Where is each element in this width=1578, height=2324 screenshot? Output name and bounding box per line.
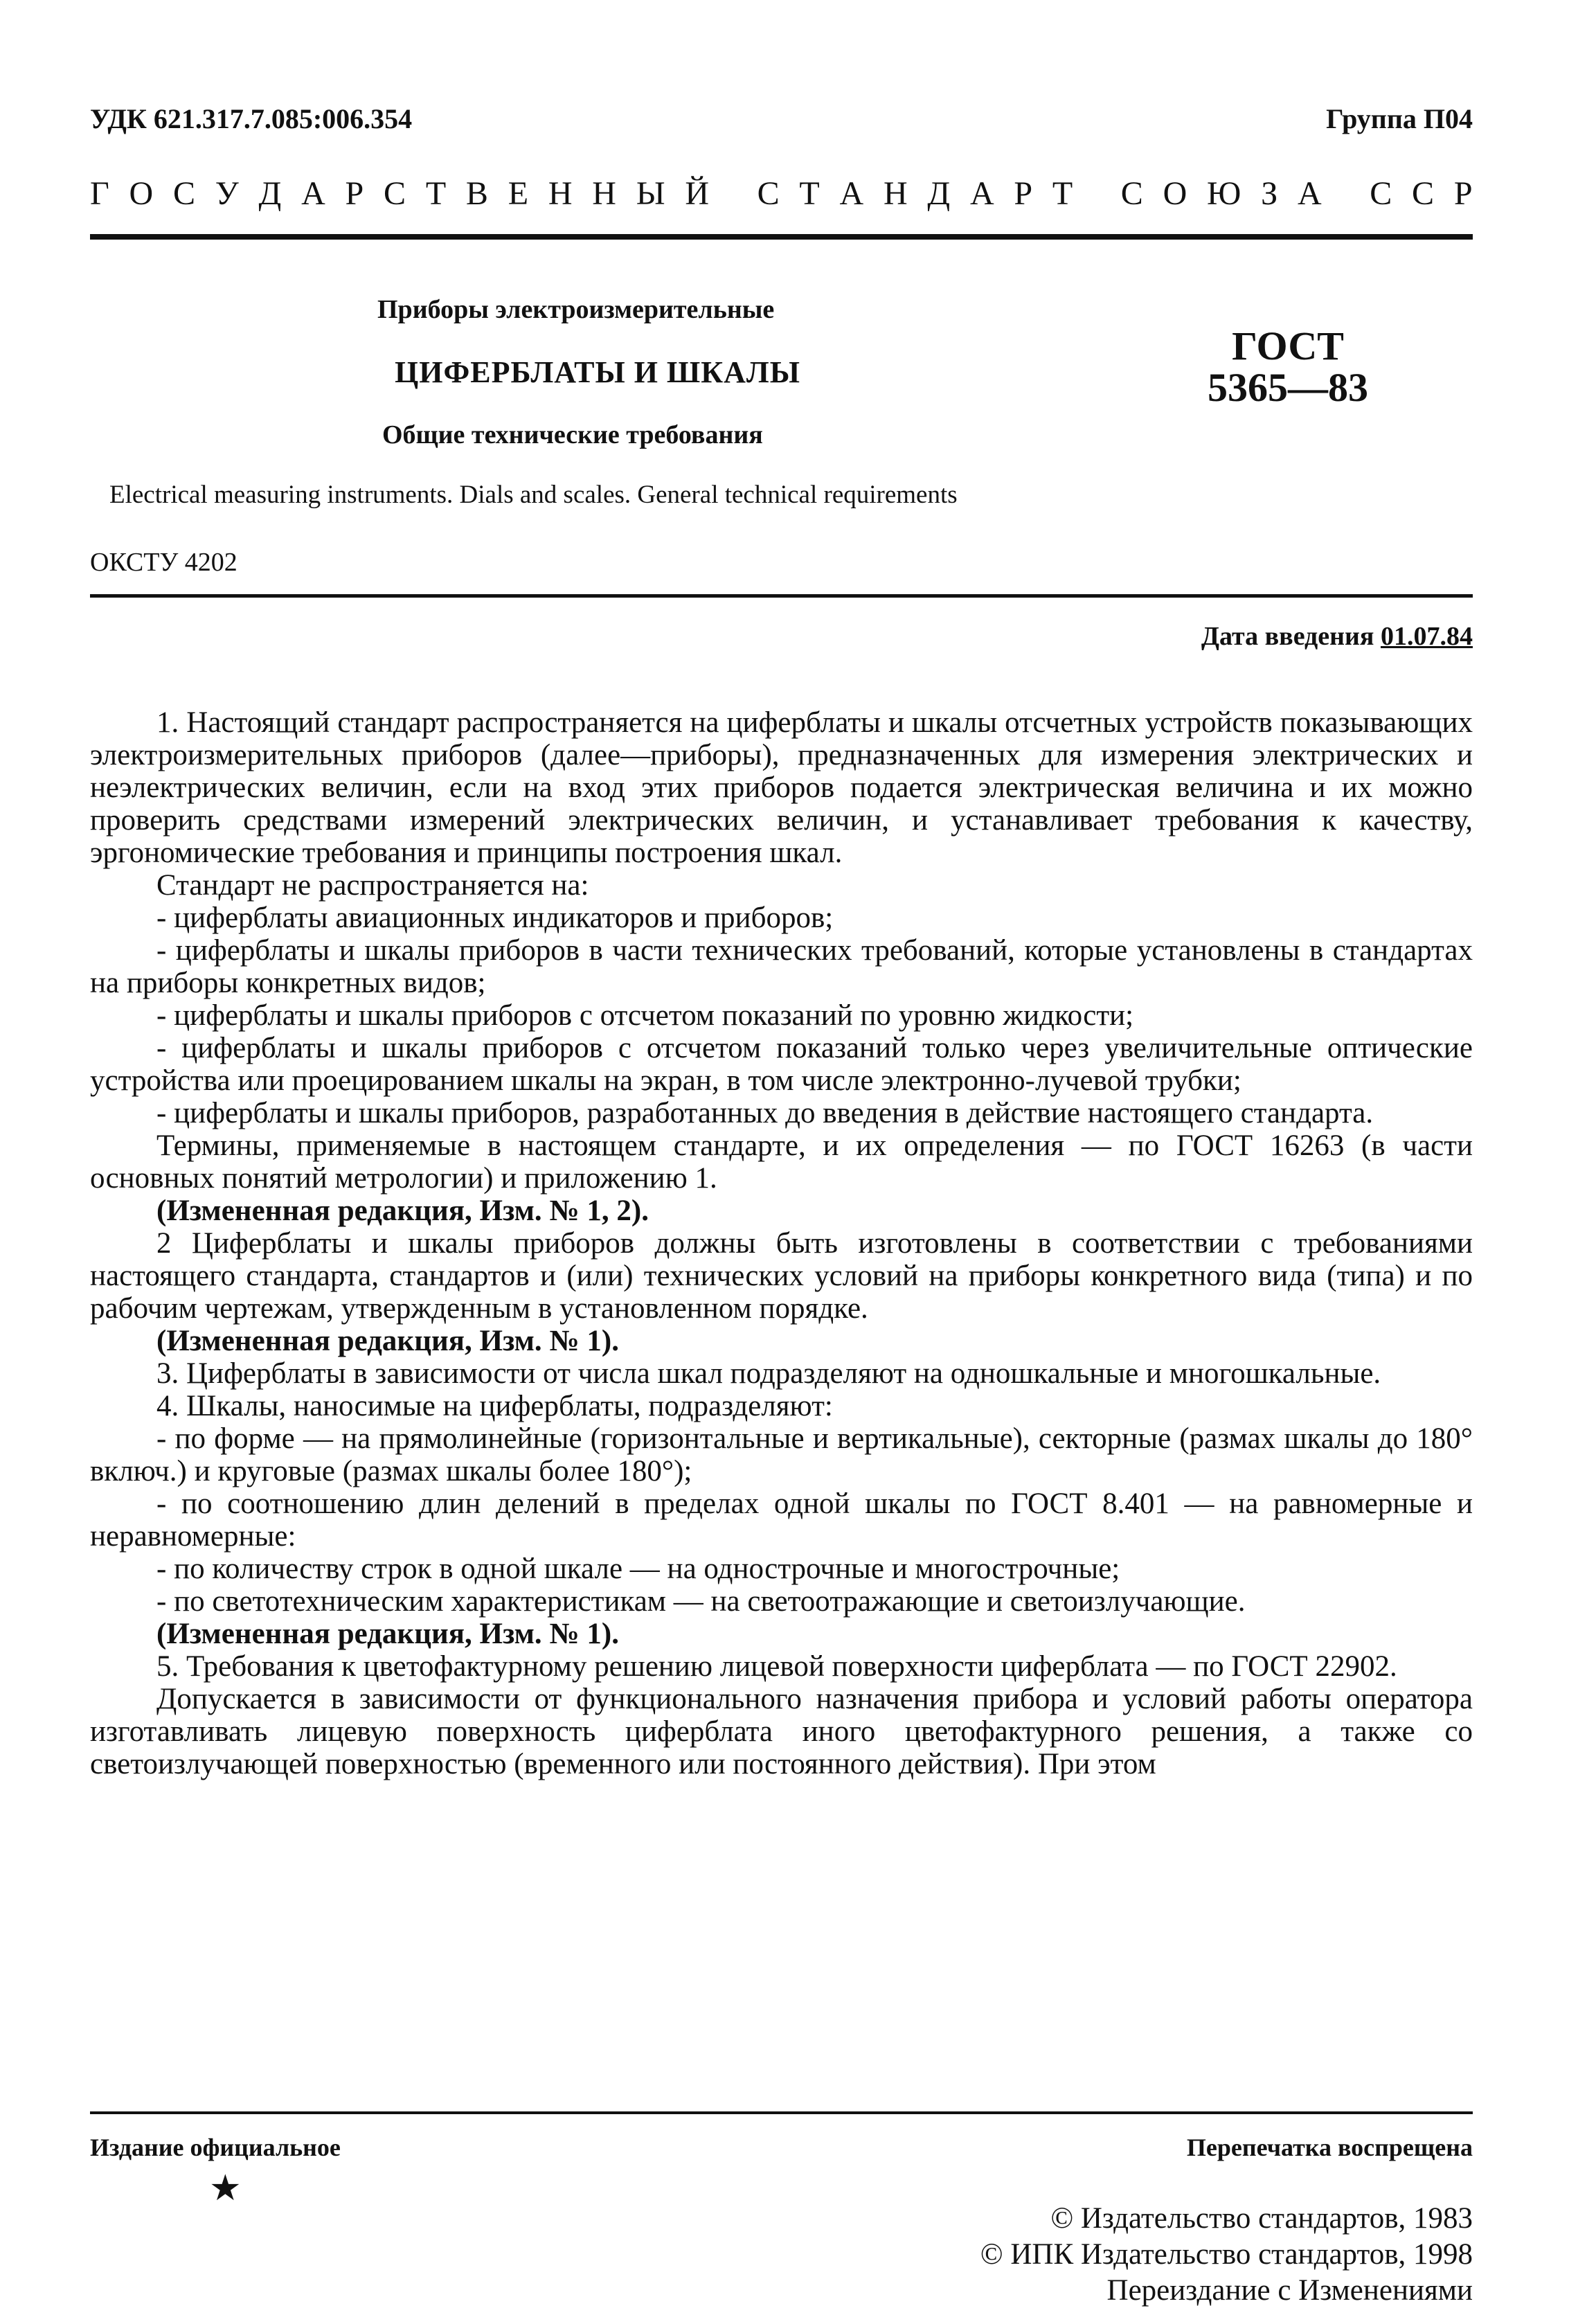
heading-letter: С xyxy=(1120,175,1143,212)
heading-letter: Т xyxy=(425,175,447,212)
list-item: - циферблаты и шкалы приборов, разработанных до введения в действие настоящего стандарта. xyxy=(156,1097,1374,1129)
star-icon: ★ xyxy=(209,2169,242,2208)
list-item: - циферблаты авиационных индикаторов и приборов; xyxy=(156,902,834,934)
amendment-note: (Измененная редакция, Изм. № 1, 2). xyxy=(156,1195,649,1227)
heading-letter: Р xyxy=(345,175,364,212)
heading-letter: Р xyxy=(1014,175,1033,212)
list-item: - циферблаты и шкалы приборов с отсчетом показаний по уровню жидкости; xyxy=(156,999,1134,1032)
gost-label: ГОСТ xyxy=(1232,323,1344,368)
paragraph: Допускается в зависимости от функционального назначения прибора и условий работы оператора изготавливать лицевую поверхность циферблата иного цветофактурного решения, а также со светоизлучающей поверхностью (временного или постоянного действия). При этом xyxy=(90,1683,1473,1780)
heading-letter: Т xyxy=(1052,175,1073,212)
heading-letter: С xyxy=(384,175,406,212)
heading-letter: Г xyxy=(90,175,109,212)
list-item: - по соотношению длин делений в пределах одной шкалы по ГОСТ 8.401 — на равномерные и неравномерные: xyxy=(90,1487,1473,1553)
heading-letter: С xyxy=(172,175,195,212)
list-item: - по форме — на прямолинейные (горизонтальные и вертикальные), секторные (размах шкалы до 180° включ.) и круговые (размах шкалы более 180°); xyxy=(90,1422,1473,1487)
heading-letter: Е xyxy=(508,175,529,212)
amendment-note: (Измененная редакция, Изм. № 1). xyxy=(156,1325,619,1357)
footer-rule xyxy=(90,2111,1473,2114)
heading-letter: Н xyxy=(592,175,616,212)
heading-letter: У xyxy=(215,175,239,212)
introduction-date-value: 01.07.84 xyxy=(1381,622,1473,651)
paragraph: Стандарт не распространяется на: xyxy=(156,869,589,902)
group-code: Группа П04 xyxy=(1326,103,1473,134)
heading-letter: А xyxy=(1297,175,1322,212)
heading-gap xyxy=(1093,175,1101,213)
heading-letter: С xyxy=(1412,175,1435,212)
paragraph: 5. Требования к цветофактурному решению лицевой поверхности циферблата — по ГОСТ 22902. xyxy=(156,1650,1397,1683)
paragraph: 2 Циферблаты и шкалы приборов должны быть изготовлены в соответствии с требованиями настоящего стандарта, стандартов и (или) технических условий на приборы конкретного вида (типа) и по рабочим чертежам, утвержденным в установленном порядке. xyxy=(90,1227,1473,1325)
introduction-date-label: Дата введения xyxy=(1201,622,1381,651)
heading-letter: С xyxy=(757,175,780,212)
reissue-note: Переиздание с Изменениями xyxy=(1106,2274,1473,2307)
copyright-line: © Издательство стандартов, 1983 xyxy=(1050,2202,1473,2235)
heading-letter: Й xyxy=(685,175,710,212)
okstu-code: ОКСТУ 4202 xyxy=(90,548,237,577)
document-subtitle: Общие технические требования xyxy=(382,420,763,449)
reprint-prohibited: Перепечатка воспрещена xyxy=(1186,2134,1473,2161)
heading-letter: А xyxy=(969,175,994,212)
paragraph: 4. Шкалы, наносимые на циферблаты, подразделяют: xyxy=(156,1390,833,1422)
heading-letter: Д xyxy=(927,175,951,212)
english-title: Electrical measuring instruments. Dials and scales. General technical requirements xyxy=(109,481,958,509)
heading-letter: Ы xyxy=(636,175,665,212)
category-title: Приборы электроизмерительные xyxy=(377,295,775,324)
heading-letter: Д xyxy=(258,175,282,212)
heading-letter: О xyxy=(129,175,154,212)
header-rule xyxy=(90,234,1473,240)
list-item: - по количеству строк в одной шкале — на однострочные и многострочные; xyxy=(156,1553,1120,1585)
state-standard-heading xyxy=(90,175,1473,213)
heading-letter: Р xyxy=(1453,175,1473,212)
document-body xyxy=(90,706,1473,1780)
heading-letter: Н xyxy=(548,175,573,212)
heading-letter: З xyxy=(1261,175,1278,212)
gost-designation xyxy=(1205,325,1371,409)
copyright-block xyxy=(980,2201,1473,2309)
heading-letter: Н xyxy=(883,175,908,212)
paragraph: 1. Настоящий стандарт распространяется на циферблаты и шкалы отсчетных устройств показывающих электроизмерительных приборов (далее—приборы), предназначенных для измерения электрических и неэлектрических величин, если на вход этих приборов подается электрическая величина и их можно проверить средствами измерений электрических величин, и устанавливает требования к качеству, эргономические требования и принципы построения шкал. xyxy=(90,706,1473,869)
list-item: - циферблаты и шкалы приборов с отсчетом показаний только через увеличительные оптические устройства или проецированием шкалы на экран, в том числе электронно-лучевой трубки; xyxy=(90,1032,1473,1097)
heading-letter: А xyxy=(839,175,864,212)
section-rule xyxy=(90,594,1473,598)
amendment-note: (Измененная редакция, Изм. № 1). xyxy=(156,1618,619,1650)
copyright-line: © ИПК Издательство стандартов, 1998 xyxy=(980,2238,1473,2271)
heading-letter: О xyxy=(1163,175,1187,212)
heading-gap xyxy=(729,175,737,213)
heading-letter: С xyxy=(1370,175,1392,212)
gost-number: 5365—83 xyxy=(1208,365,1368,410)
paragraph: Термины, применяемые в настоящем стандарте, и их определения — по ГОСТ 16263 (в части основных понятий метрологии) и приложению 1. xyxy=(90,1129,1473,1195)
heading-letter: Т xyxy=(799,175,820,212)
heading-letter: Ю xyxy=(1207,175,1241,212)
heading-letter: А xyxy=(301,175,325,212)
list-item: - циферблаты и шкалы приборов в части технических требований, которые установлены в стандартах на приборы конкретных видов; xyxy=(90,934,1473,999)
introduction-date xyxy=(1201,621,1473,652)
udk-code: УДК 621.317.7.085:006.354 xyxy=(90,103,413,134)
heading-letter: В xyxy=(465,175,488,212)
list-item: - по светотехническим характеристикам — на светоотражающие и светоизлучающие. xyxy=(156,1585,1246,1618)
paragraph: 3. Циферблаты в зависимости от числа шкал подразделяют на одношкальные и многошкальные. xyxy=(156,1357,1381,1390)
document-title: ЦИФЕРБЛАТЫ И ШКАЛЫ xyxy=(395,355,800,389)
heading-gap xyxy=(1341,175,1350,213)
official-edition: Издание официальное xyxy=(90,2134,341,2161)
